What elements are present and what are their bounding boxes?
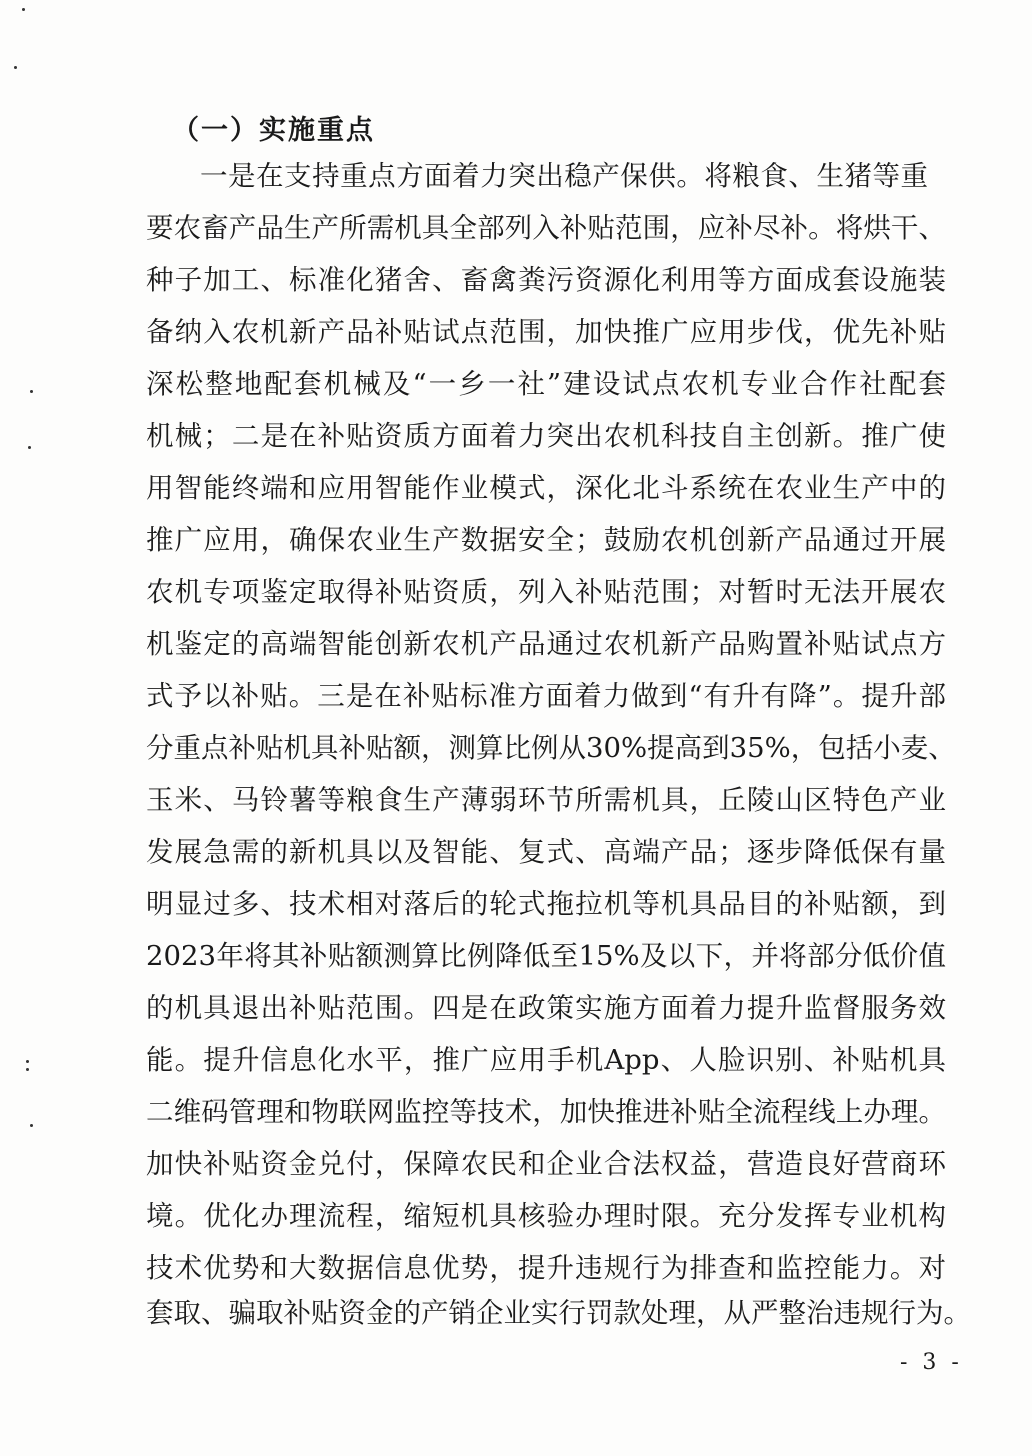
scan-speck (26, 1068, 29, 1071)
scan-speck (30, 1124, 33, 1127)
text-line: 种子加工、标准化猪舍、畜禽粪污资源化利用等方面成套设施装 (146, 264, 946, 296)
text-line: 二维码管理和物联网监控等技术，加快推进补贴全流程线上办理。 (146, 1096, 946, 1128)
section-heading: （一）实施重点 (172, 115, 375, 146)
text-line: 农机专项鉴定取得补贴资质，列入补贴范围；对暂时无法开展农 (146, 576, 946, 608)
scan-speck (14, 66, 17, 69)
text-line: 境。优化办理流程，缩短机具核验办理时限。充分发挥专业机构 (146, 1200, 946, 1232)
scan-speck (26, 1060, 29, 1063)
scan-speck (28, 446, 31, 449)
text-line: 要农畜产品生产所需机具全部列入补贴范围，应补尽补。将烘干、 (146, 212, 946, 244)
text-line: 一是在支持重点方面着力突出稳产保供。将粮食、生猪等重 (200, 160, 928, 192)
text-line: 用智能终端和应用智能作业模式，深化北斗系统在农业生产中的 (146, 472, 946, 504)
text-line: 能。提升信息化水平，推广应用手机App、人脸识别、补贴机具 (146, 1044, 946, 1076)
text-line: 明显过多、技术相对落后的轮式拖拉机等机具品目的补贴额，到 (146, 888, 946, 920)
text-line: 推广应用，确保农业生产数据安全；鼓励农机创新产品通过开展 (146, 524, 946, 556)
text-line: 2023年将其补贴额测算比例降低至15%及以下，并将部分低价值 (146, 940, 946, 972)
text-line: 深松整地配套机械及“一乡一社”建设试点农机专业合作社配套 (146, 368, 946, 400)
text-line: 机鉴定的高端智能创新农机产品通过农机新产品购置补贴试点方 (146, 628, 946, 660)
scan-speck (22, 8, 25, 11)
text-line: 发展急需的新机具以及智能、复式、高端产品；逐步降低保有量 (146, 836, 946, 868)
scan-speck (30, 390, 33, 393)
text-line: 备纳入农机新产品补贴试点范围，加快推广应用步伐，优先补贴 (146, 316, 946, 348)
text-line: 套取、骗取补贴资金的产销企业实行罚款处理，从严整治违规行为。 (146, 1297, 971, 1329)
text-line: 加快补贴资金兑付，保障农民和企业合法权益，营造良好营商环 (146, 1148, 946, 1180)
page-number: - 3 - (900, 1350, 963, 1375)
text-line: 式予以补贴。三是在补贴标准方面着力做到“有升有降”。提升部 (146, 680, 946, 712)
text-line: 技术优势和大数据信息优势，提升违规行为排查和监控能力。对 (146, 1252, 946, 1284)
text-line: 玉米、马铃薯等粮食生产薄弱环节所需机具，丘陵山区特色产业 (146, 784, 946, 816)
text-line: 分重点补贴机具补贴额，测算比例从30%提高到35%，包括小麦、 (146, 732, 956, 764)
text-line: 的机具退出补贴范围。四是在政策实施方面着力提升监督服务效 (146, 992, 946, 1024)
text-line: 机械；二是在补贴资质方面着力突出农机科技自主创新。推广使 (146, 420, 946, 452)
